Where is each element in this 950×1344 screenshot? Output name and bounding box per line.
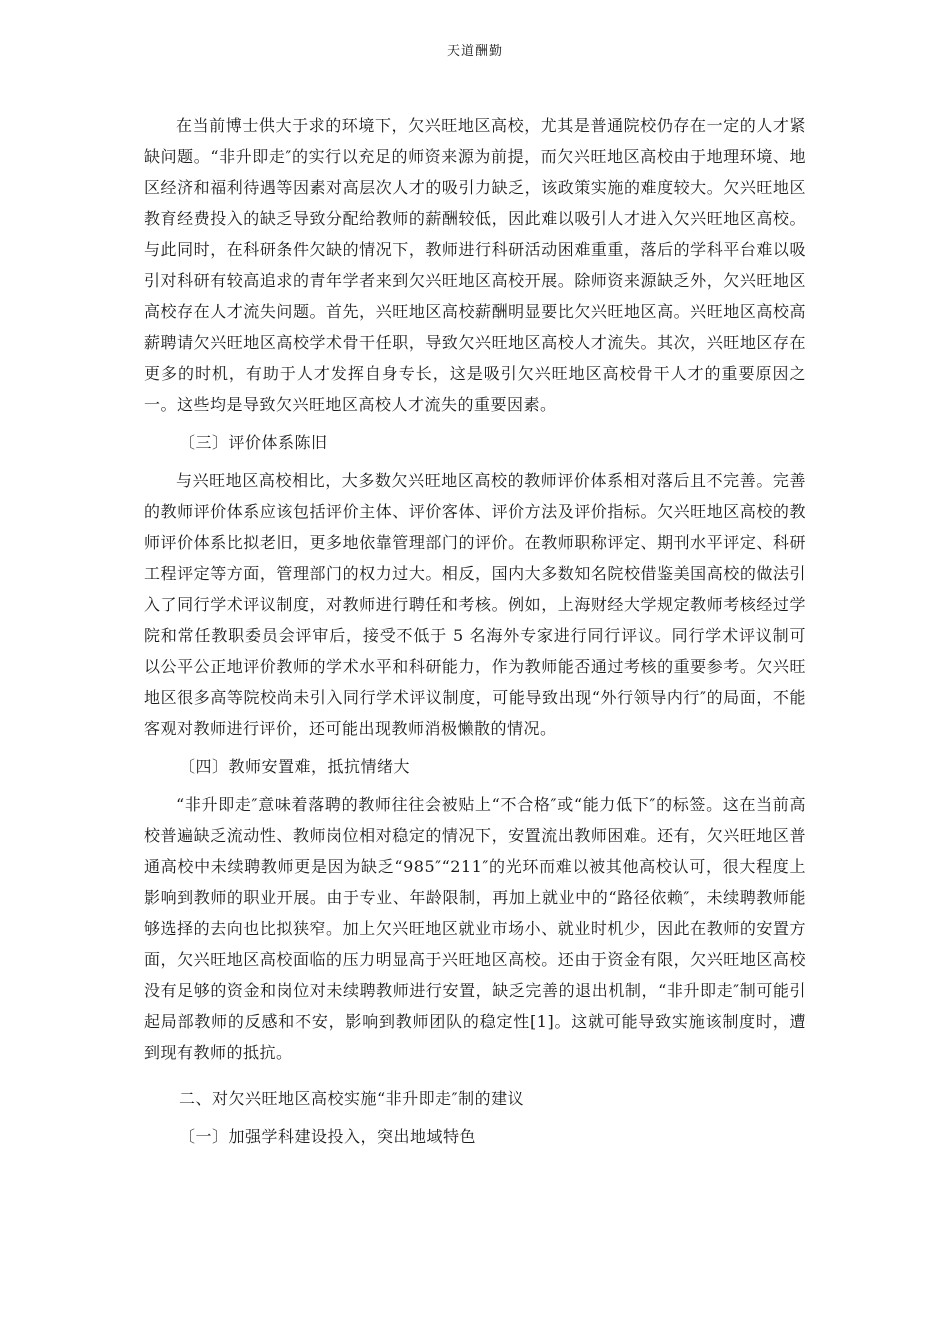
heading-discipline-construction: 〔一〕加强学科建设投入，突出地域特色: [179, 1127, 477, 1146]
page-header: 天道酬勤: [446, 44, 503, 59]
heading-teacher-placement: 〔四〕教师安置难，抵抗情绪大: [179, 757, 411, 776]
document-body: [144, 110, 806, 1152]
heading-evaluation-system: 〔三〕评价体系陈旧: [179, 433, 328, 452]
paragraph-talent-shortage: 在当前博士供大于求的环境下，欠兴旺地区高校，尤其是普通院校仍存在一定的人才紧缺问题。“非升即走″的实行以充足的师资来源为前提，而欠兴旺地区高校由于地理环境、地区经济和福利待遇等因素对高层次人才的吸引力缺乏，该政策实施的难度较大。欠兴旺地区教育经费投入的缺乏导致分配给教师的薪酬较低，因此难以吸引人才进入欠兴旺地区高校。与此同时，在科研条件欠缺的情况下，教师进行科研活动困难重重，落后的学科平台难以吸引对科研有较高追求的青年学者来到欠兴旺地区高校开展。除师资来源缺乏外，欠兴旺地区高校存在人才流失问题。首先，兴旺地区高校薪酬明显要比欠兴旺地区高。兴旺地区高校高薪聘请欠兴旺地区高校学术骨干任职，导致欠兴旺地区高校人才流失。其次，兴旺地区存在更多的时机，有助于人才发挥自身专长，这是吸引欠兴旺地区高校骨干人才的重要原因之一。这些均是导致欠兴旺地区高校人才流失的重要因素。: [144, 116, 806, 414]
paragraph-teacher-placement: “非升即走″意味着落聘的教师往往会被贴上“不合格″或“能力低下″的标签。这在当前高校普遍缺乏流动性、教师岗位相对稳定的情况下，安置流出教师困难。还有，欠兴旺地区普通高校中未续聘教师更是因为缺乏“985″“211″的光环而难以被其他高校认可，很大程度上影响到教师的职业开展。由于专业、年龄限制，再加上就业中的“路径依赖″，未续聘教师能够选择的去向也比拟狭窄。加上欠兴旺地区就业市场小、就业时机少，因此在教师的安置方面，欠兴旺地区高校面临的压力明显高于兴旺地区高校。还由于资金有限，欠兴旺地区高校没有足够的资金和岗位对未续聘教师进行安置，缺乏完善的退出机制，“非升即走″制可能引起局部教师的反感和不安，影响到教师团队的稳定性[1]。这就可能导致实施该制度时，遭到现有教师的抵抗。: [144, 795, 806, 1062]
section-heading-suggestions: 二、对欠兴旺地区高校实施“非升即走″制的建议: [179, 1089, 525, 1108]
paragraph-evaluation-system: 与兴旺地区高校相比，大多数欠兴旺地区高校的教师评价体系相对落后且不完善。完善的教师评价体系应该包括评价主体、评价客体、评价方法及评价指标。欠兴旺地区高校的教师评价体系比拟老旧，更多地依靠管理部门的评价。在教师职称评定、期刊水平评定、科研工程评定等方面，管理部门的权力过大。相反，国内大多数知名院校借鉴美国高校的做法引入了同行学术评议制度，对教师进行聘任和考核。例如，上海财经大学规定教师考核经过学院和常任教职委员会评审后，接受不低于 5 名海外专家进行同行评议。同行学术评议制可以公平公正地评价教师的学术水平和科研能力，作为教师能否通过考核的重要参考。欠兴旺地区很多高等院校尚未引入同行学术评议制度，可能导致出现“外行领导内行″的局面，不能客观对教师进行评价，还可能出现教师消极懒散的情况。: [144, 471, 806, 738]
